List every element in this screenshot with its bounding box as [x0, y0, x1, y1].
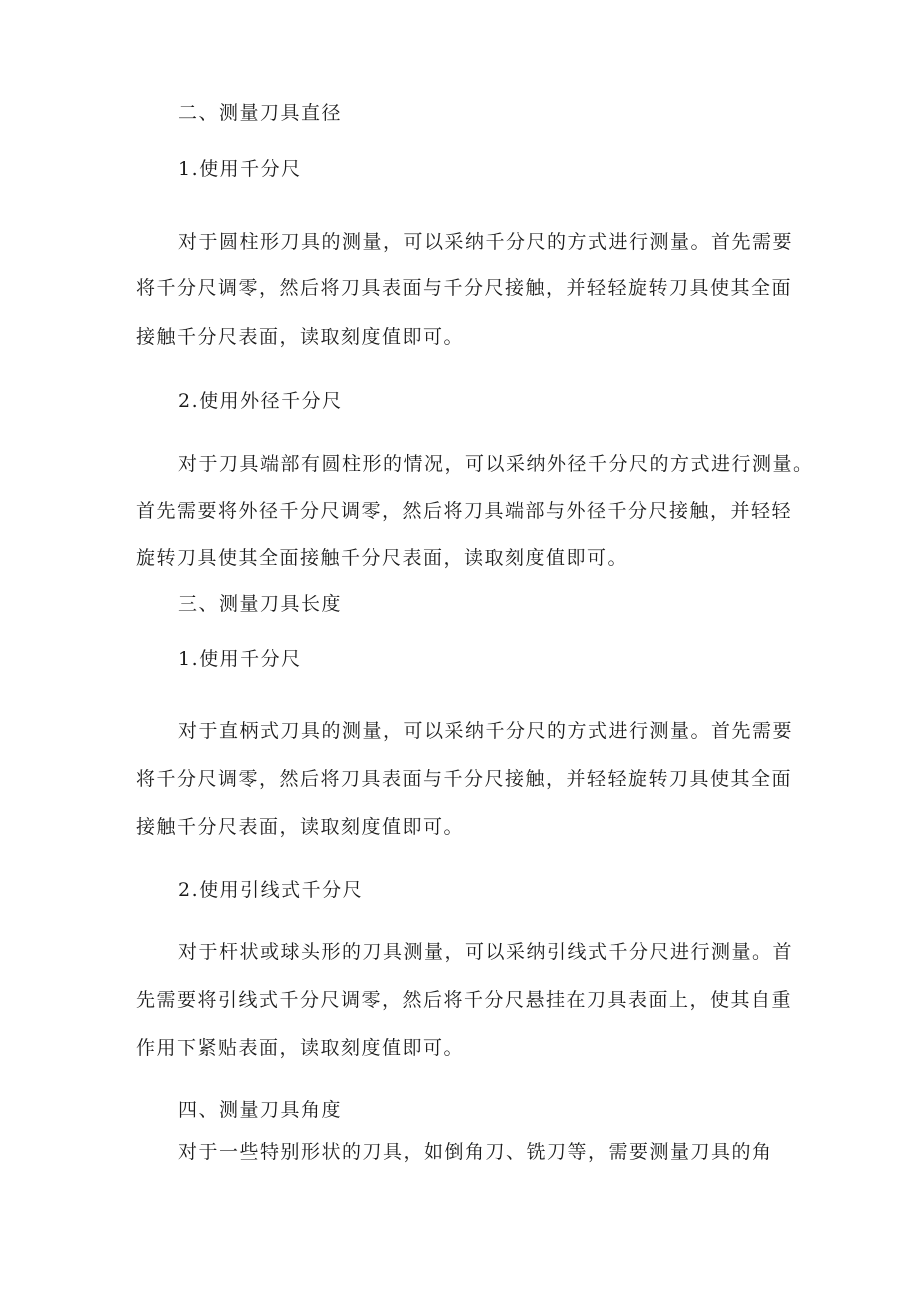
subsection-heading: 2.使用引线式千分尺 [178, 879, 364, 901]
paragraph-line: 首先需要将外径千分尺调零，然后将刀具端部与外径千分尺接触，并轻轻 [136, 500, 793, 522]
paragraph-line: 对于一些特别形状的刀具，如倒角刀、铣刀等，需要测量刀具的角 [178, 1141, 773, 1163]
paragraph-line: 对于杆状或球头形的刀具测量，可以采纳引线式千分尺进行测量。首 [178, 941, 794, 963]
paragraph-line: 接触千分尺表面，读取刻度值即可。 [136, 326, 465, 348]
section-heading: 二、测量刀具直径 [178, 102, 343, 124]
paragraph-line: 作用下紧贴表面，读取刻度值即可。 [136, 1037, 465, 1059]
subsection-heading: 1.使用千分尺 [178, 158, 302, 180]
paragraph-line: 将千分尺调零，然后将刀具表面与千分尺接触，并轻轻旋转刀具使其全面 [136, 768, 793, 790]
paragraph-line: 对于刀具端部有圆柱形的情况，可以采纳外径千分尺的方式进行测量。 [178, 453, 814, 475]
section-heading: 四、测量刀具角度 [178, 1099, 343, 1121]
section-heading: 三、测量刀具长度 [178, 593, 343, 615]
paragraph-line: 对于直柄式刀具的测量，可以采纳千分尺的方式进行测量。首先需要 [178, 720, 794, 742]
paragraph-line: 先需要将引线式千分尺调零，然后将千分尺悬挂在刀具表面上，使其自重 [136, 989, 793, 1011]
subsection-heading: 2.使用外径千分尺 [178, 390, 343, 412]
paragraph-line: 将千分尺调零，然后将刀具表面与千分尺接触，并轻轻旋转刀具使其全面 [136, 277, 793, 299]
paragraph-line: 对于圆柱形刀具的测量，可以采纳千分尺的方式进行测量。首先需要 [178, 231, 794, 253]
subsection-heading: 1.使用千分尺 [178, 648, 302, 670]
paragraph-line: 旋转刀具使其全面接触千分尺表面，读取刻度值即可。 [136, 547, 629, 569]
paragraph-line: 接触千分尺表面，读取刻度值即可。 [136, 816, 465, 838]
